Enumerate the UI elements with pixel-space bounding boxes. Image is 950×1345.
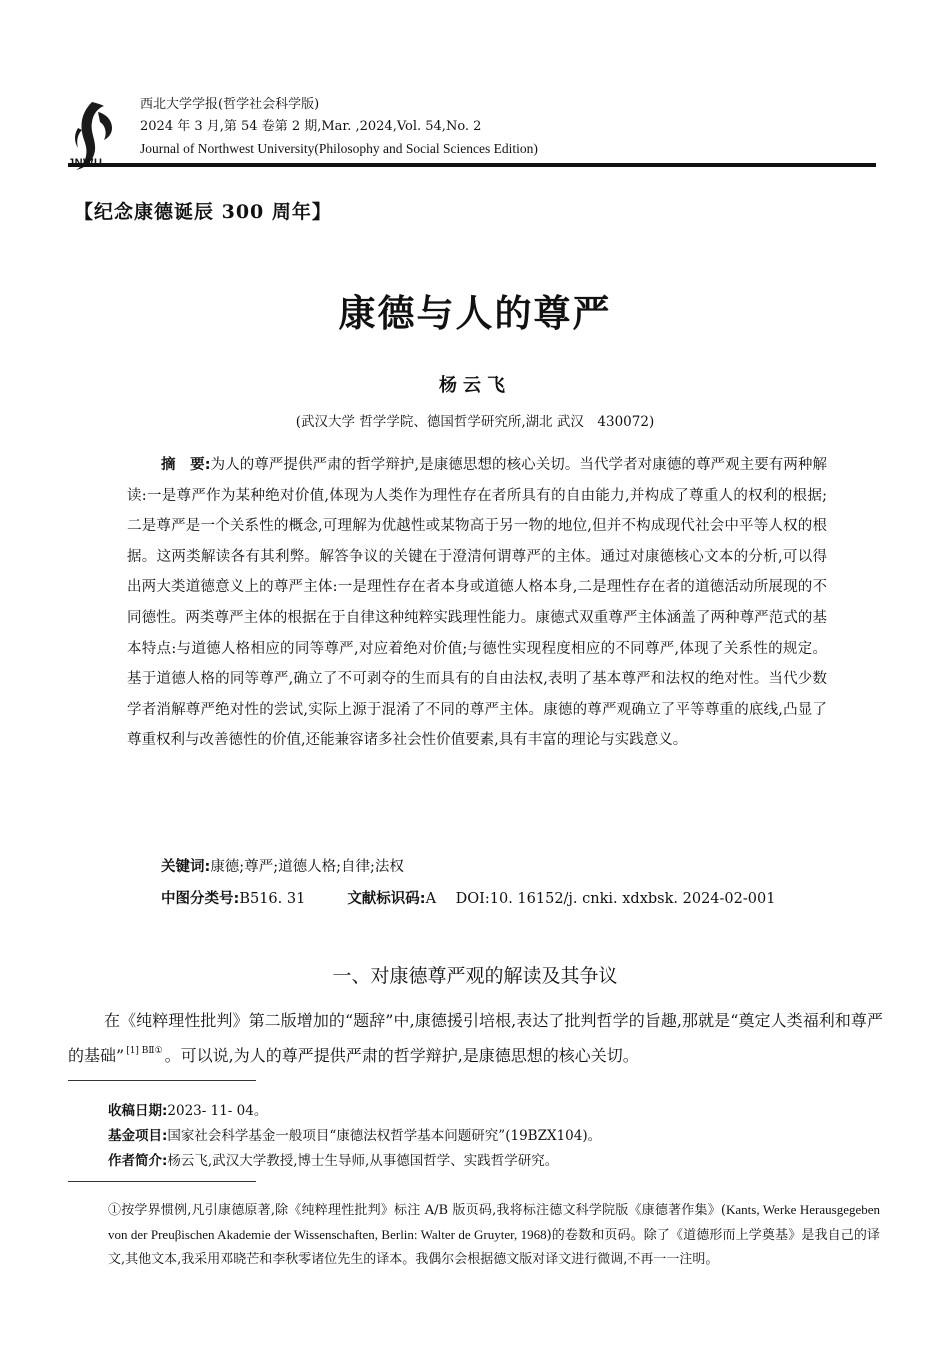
clc-label: 中图分类号: (161, 891, 240, 907)
fund-value: 国家社会科学基金一般项目“康德法权哲学基本问题研究”(19BZX104)。 (167, 1128, 602, 1144)
keywords-text: 康德;尊严;道德人格;自律;法权 (210, 859, 404, 875)
classification-row (161, 887, 775, 908)
received-value: 2023- 11- 04。 (167, 1103, 268, 1119)
author-bio-label: 作者简介: (108, 1153, 168, 1169)
article-author: 杨云飞 (439, 375, 511, 396)
header-rule (68, 163, 876, 167)
author-affiliation: (武汉大学 哲学学院、德国哲学研究所,湖北 武汉 430072) (295, 414, 655, 430)
footnote (108, 1198, 880, 1272)
footnote-text-en: Kants, Werke Herausgegeben von der Preuβischen Akademie der Wissenschaften, Berlin: Walter de Gruyter, 1968 (108, 1202, 880, 1242)
article-title: 康德与人的尊严 (338, 291, 612, 335)
received-label: 收稿日期: (108, 1103, 168, 1119)
abstract-label: 摘 要: (161, 457, 211, 473)
doc-code-label: 文献标识码: (347, 891, 426, 907)
doc-code-value: A (425, 891, 437, 907)
received-date (108, 1099, 267, 1119)
footnote-rule (68, 1181, 256, 1182)
fund-label: 基金项目: (108, 1128, 168, 1144)
author-bio (108, 1149, 558, 1169)
footnote-text-2: )的卷数和页码。除了《道德形而上学奠基》是我自己的译文,其他文本,我采用邓晓芒和李秋零诸位先生的译本。我偶尔会根据德文版对译文进行微调,不再一一注明。 (108, 1228, 880, 1267)
keywords (161, 855, 404, 876)
abstract (127, 450, 827, 756)
body-paragraph (68, 1006, 883, 1071)
series-label: 【纪念康德诞辰 300 周年】 (74, 201, 332, 223)
clc-value: B516. 31 (239, 891, 306, 907)
issue-info: 2024 年 3 月,第 54 卷第 2 期,Mar. ,2024,Vol. 54,No. 2 (140, 119, 482, 134)
meta-rule (68, 1080, 256, 1081)
section-heading: 一、对康德尊严观的解读及其争议 (332, 965, 618, 987)
citation-ref: [1] BⅡ① (126, 1046, 163, 1056)
journal-name-en: Journal of Northwest University(Philosophy and Social Sciences Edition) (140, 141, 538, 156)
body-text-b: 。可以说,为人的尊严提供严肃的哲学辩护,是康德思想的核心关切。 (164, 1046, 639, 1065)
author-bio-value: 杨云飞,武汉大学教授,博士生导师,从事德国哲学、实践哲学研究。 (167, 1153, 559, 1169)
journal-name-cn: 西北大学学报(哲学社会科学版) (140, 97, 320, 112)
doi: DOI:10. 16152/j. cnki. xdxbsk. 2024-02-001 (455, 891, 776, 907)
body-text-a: 在《纯粹理性批判》第二版增加的“题辞”中,康德援引培根,表达了批判哲学的旨趣,那就是“奠定人类福利和尊严的基础” (68, 1011, 883, 1065)
keywords-label: 关键词: (161, 859, 211, 875)
abstract-text: 为人的尊严提供严肃的哲学辩护,是康德思想的核心关切。当代学者对康德的尊严观主要有两种解读:一是尊严作为某种绝对价值,体现为人类作为理性存在者所具有的自由能力,并构成了尊重人的权利的根据;二是尊严是一个关系性的概念,可理解为优越性或某物高于另一物的地位,但并不构成现代社会中平等人权的根据。这两类解读各有其利弊。解答争议的关键在于澄清何谓尊严的主体。通过对康德核心文本的分析,可以得出两大类道德意义上的尊严主体:一是理性存在者本身或道德人格本身,二是理性存在者的道德活动所展现的不同德性。两类尊严主体的根据在于自律这种纯粹实践理性能力。康德式双重尊严主体涵盖了两种尊严范式的基本特点:与道德人格相应的同等尊严,对应着绝对价值;与德性实现程度相应的不同尊严,体现了关系性的规定。基于道德人格的同等尊严,确立了不可剥夺的生而具有的自由法权,表明了基本尊严和法权的绝对性。当代少数学者消解尊严绝对性的尝试,实际上源于混淆了不同的尊严主体。康德的尊严观确立了平等尊重的底线,凸显了尊重权利与改善德性的价值,还能兼容诸多社会性价值要素,具有丰富的理论与实践意义。 (127, 457, 827, 749)
footnote-text-1: ①按学界惯例,凡引康德原著,除《纯粹理性批判》标注 A/B 版页码,我将标注德文科学院版《康德著作集》( (108, 1203, 727, 1218)
fund-info (108, 1124, 601, 1144)
